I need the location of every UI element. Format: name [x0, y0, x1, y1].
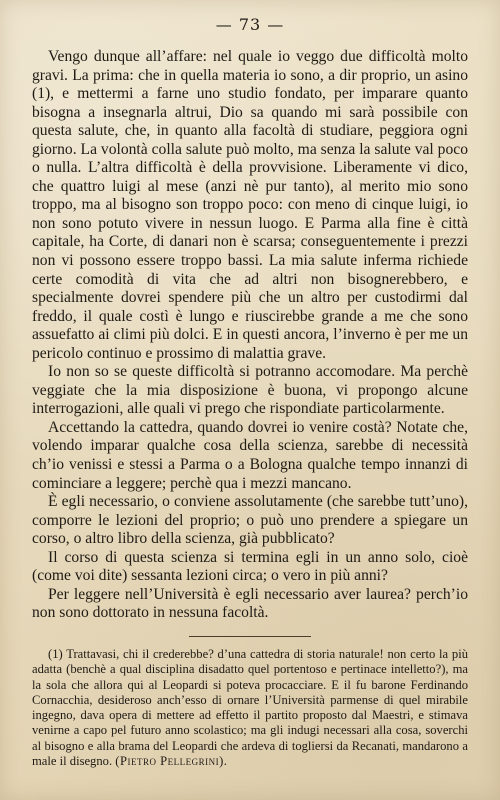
footnote-signature: (Pietro Pellegrini). [115, 754, 228, 769]
footnote-text: (1) Trattavasi, chi il crederebbe? d’una cattedra di storia naturale! non certo la più adatta (benchè a qual disciplina disadatto quel portentoso e pertinace intelletto?), ma la sola che allora qui al Leopardi si poteva procacciare. E il fu barone Ferdinando Cornacchia, desideroso anch’esso di ornare l’Università parmense di quel mirabile ingegno, dava opera di mettere ad effetto il partito proposto dal Maestri, e stimava venirne a capo pel futuro anno scolastico; ma gli indugi necessari alla cosa, soverchi al bisogno e alla brama del Leopardi che ardeva di togliersi da Recanati, mandarono a male il disegno. [32, 646, 468, 769]
paragraph-3: Accettando la cattedra, quando dovrei io venire costà? Notate che, volendo imparar qualche cosa della scienza, sarebbe di necessità ch’io venissi e stessi a Parma o a Bologna qualche tempo innanzi di cominciare a leggere; perchè qua i mezzi mancano. [32, 418, 468, 492]
paragraph-5: Il corso di questa scienza si termina egli in un anno solo, cioè (come voi dite) sessanta lezioni circa; o vero in più anni? [32, 548, 468, 585]
footnote [32, 647, 468, 769]
page-number: — 73 — [215, 15, 285, 34]
paragraph-6: Per leggere nell’Università è egli necessario aver laurea? perch’io non sono dottorato in nessuna facoltà. [32, 585, 468, 622]
main-text [32, 48, 468, 623]
paragraph-4: È egli necessario, o conviene assolutamente (che sarebbe tutt’uno), comporre le lezioni del proprio; o può uno prendere a spiegare un corso, o altro libro della scienza, già pubblicato? [32, 493, 468, 548]
footnote-divider [189, 636, 311, 637]
paragraph-2: Io non so se queste difficoltà si potranno accomodare. Ma perchè veggiate che la mia disposizione è buona, vi propongo alcune interrogazioni, alle quali vi prego che rispondiate particolarmente. [32, 363, 468, 418]
footnote-paragraph [32, 647, 468, 769]
paragraph-1: Vengo dunque all’affare: nel quale io veggo due difficoltà molto gravi. La prima: che in quella materia io sono, a dir proprio, un asino (1), e mettermi a farne uno studio fondato, per imparare quanto bisogna a insegnarla altrui, Dio sa quando mi sarà possibile con questa salute, che, in quanto alla facoltà di studiare, peggiora ogni giorno. La volontà colla salute può molto, ma senza la salute val poco o nulla. L’altra difficoltà è della provvisione. Liberamente vi dico, che quattro luigi al mese (anzi nè pur tanto), al merito mio sono troppo, ma al bisogno son troppo poco: con meno di cinque luigi, io non sono potuto vivere in nessun luogo. E Parma alla fine è città capitale, ha Corte, di danari non è scarsa; conseguentemente i prezzi non vi possono essere troppo bassi. La mia salute inferma richiede certe comodità di vita che ad altri non bisognerebbero, e specialmente dovrei spendere più che un altro per custodirmi dal freddo, il quale costì è lungo e riuscirebbe grande a me che sono assuefatto ai climi più dolci. E in questi ancora, l’inverno è per me un pericolo continuo e prossimo di malattia grave. [32, 48, 468, 362]
